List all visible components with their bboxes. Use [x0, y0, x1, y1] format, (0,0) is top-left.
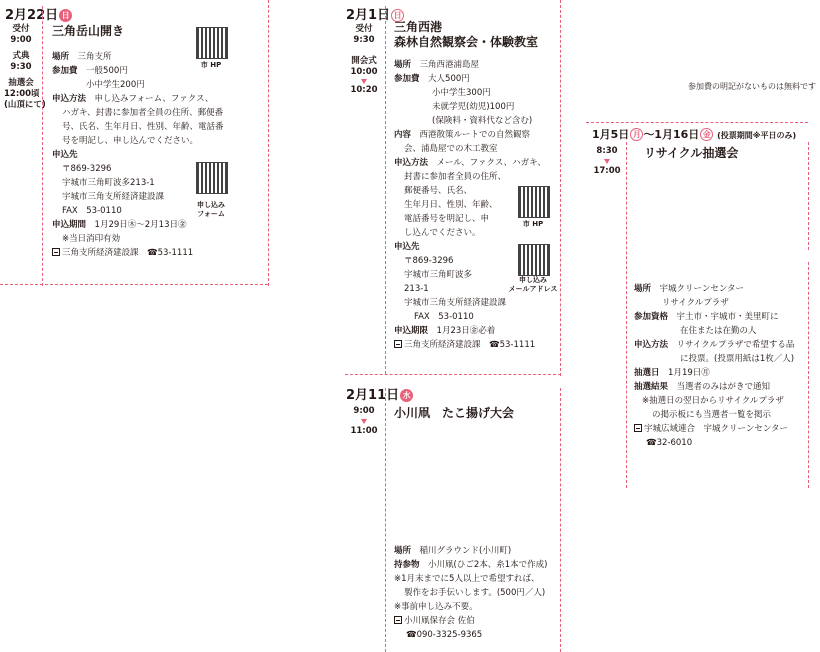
event-date: 1月5日 月 ～1月16日 金 (投票期間※平日のみ): [592, 128, 797, 141]
qr-code-hp[interactable]: [196, 27, 228, 59]
event-title: リサイクル抽選会: [644, 146, 739, 160]
arrow-down-icon: [604, 159, 610, 164]
arrow-down-icon: [361, 79, 367, 84]
event-times: 受付 9:00 式典 9:30 抽選会 12:00頃 (山頂にて): [4, 24, 46, 110]
divider: [560, 0, 561, 376]
event-date: 2月22日 日: [5, 4, 72, 23]
event-title: 三角西港: [394, 20, 443, 34]
qr-code-form[interactable]: [196, 162, 228, 194]
contact-icon: [394, 340, 402, 348]
event-date: 2月1日 日: [346, 4, 404, 23]
divider: [385, 6, 386, 374]
divider: [586, 122, 808, 123]
event-times: 受付 9:30 開会式 10:00 10:20: [350, 24, 378, 95]
fee-note: 参加費の明記がないものは無料です: [688, 82, 816, 91]
weekday-badge: 日: [391, 9, 404, 22]
qr-code-hp[interactable]: [518, 186, 550, 218]
weekday-badge: 金: [700, 128, 713, 141]
divider: [560, 388, 561, 652]
event-times: 9:00 11:00: [350, 406, 378, 436]
contact-icon: [394, 616, 402, 624]
weekday-badge: 水: [400, 389, 413, 402]
event-date: 2月11日 水: [346, 384, 413, 403]
event-times: 8:30 17:00: [593, 146, 621, 176]
divider: [626, 142, 627, 488]
event-subtitle: 森林自然観察会・体験教室: [394, 35, 539, 49]
event-title: 三角岳山開き: [52, 24, 125, 38]
event-details: 場所 三角西港浦島屋 参加費 大人500円 小中学生300円 未就学児(幼児)100円 (保険料・資料代など含む) 内容 西港散策ルートでの自然観察 会、浦島屋での木工教室 申込方法 メール、ファクス、ハガキ、 封書に参加者全員の住所、 郵便番号、氏名、 生年月日、性別、年齢、 電話番号を明記し、申 し込んでください。 申込先 〒869-3296 宇城市三角町波多 213-1 宇城市三角支所経済建設課 FAX 53-0110 申込期限 1月23日㊎必着 三角支所経済建設課 ☎53-1111: [394, 60, 546, 350]
divider: [345, 374, 561, 375]
event-details: 場所 稲川グラウンド(小川町) 持参物 小川凧(ひご2本、糸1本で作成) ※1月末までに5人以上で希望すれば、 製作をお手伝いします。(500円／人) ※事前申し込み不要。 小川凧保存会 佐伯 ☎090-3325-9365: [394, 546, 548, 640]
contact-icon: [52, 248, 60, 256]
divider: [268, 0, 269, 286]
qr-code-mail[interactable]: [518, 244, 550, 276]
divider: [808, 142, 809, 250]
divider: [0, 284, 268, 285]
arrow-down-icon: [361, 419, 367, 424]
divider: [385, 388, 386, 652]
weekday-badge: 日: [59, 9, 72, 22]
weekday-badge: 月: [630, 128, 643, 141]
event-details: 場所 宇城クリーンセンター リサイクルプラザ 参加資格 宇土市・宇城市・美里町に 在住または在勤の人 申込方法 リサイクルプラザで希望する品 に投票。(投票用紙は1枚／人) 抽選日 1月19日㊊ 抽選結果 当選者のみはがきで通知 ※抽選日の翌日からリサイクルプラザ の掲示板にも当選者一覧を掲示 宇城広域連合 宇城クリーンセンター ☎32-6010: [634, 284, 795, 448]
event-title: 小川凧 たこ揚げ大会: [394, 406, 515, 420]
event-details: 場所 三角支所 参加費 一般500円 小中学生200円 申込方法 申し込みフォーム、ファクス、 ハガキ、封書に参加者全員の住所、郵便番 号、氏名、生年月日、性別、年齢、電話番 号を明記し、申し込んでください。 申込先 〒869-3296 宇城市三角町波多213-1 宇城市三角支所経済建設課 FAX 53-0110 申込期間 1月29日㊍～2月13日㊎ ※当日消印有効 三角支所経済建設課 ☎53-1111: [52, 52, 224, 258]
divider: [42, 6, 43, 286]
contact-icon: [634, 424, 642, 432]
divider: [808, 262, 809, 488]
